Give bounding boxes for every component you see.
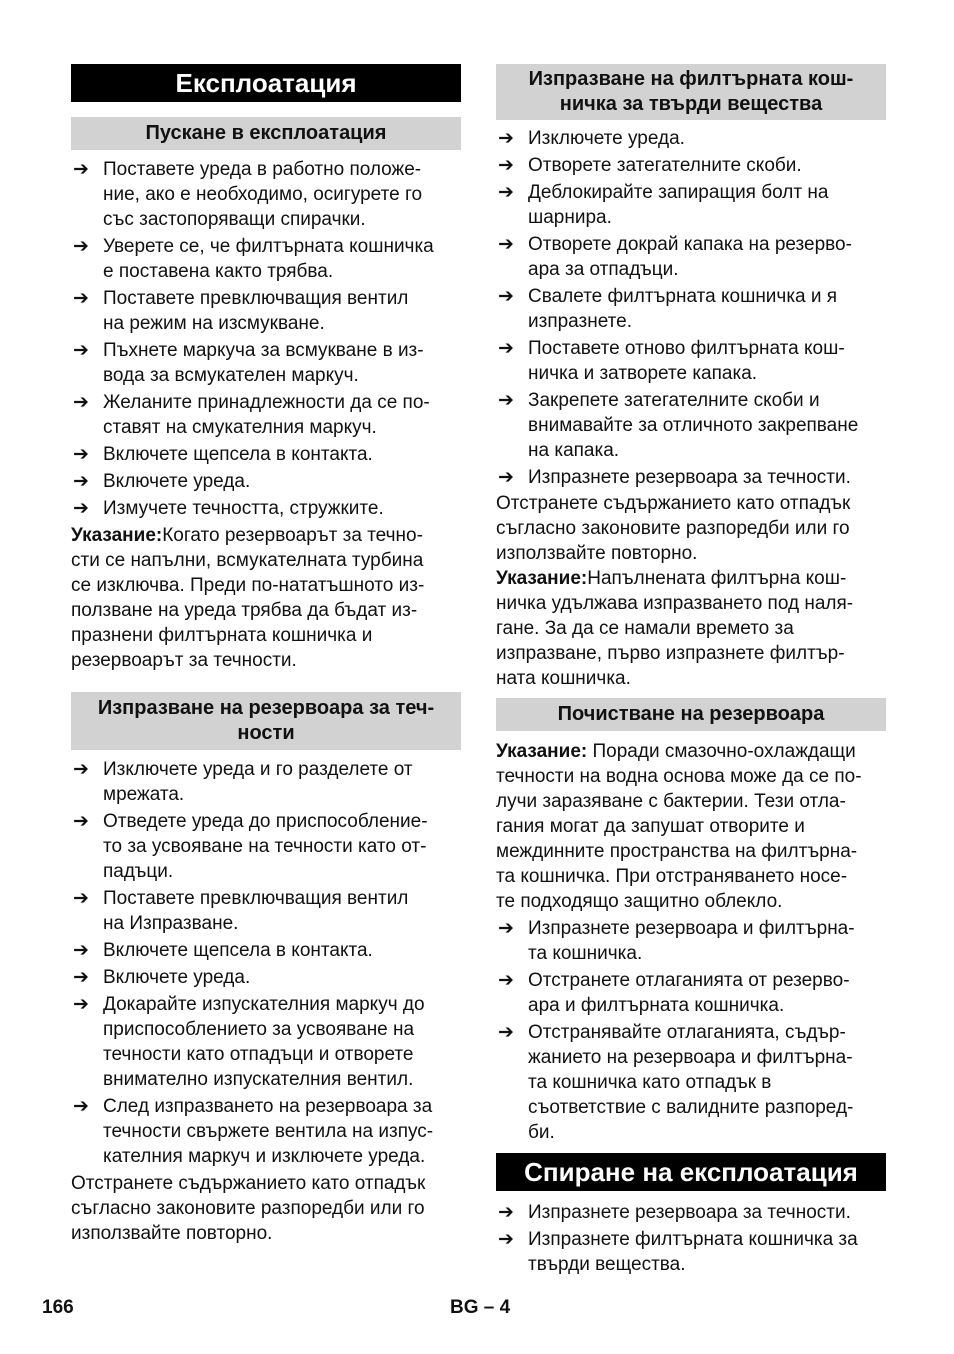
- arrow-right-icon: ➔: [73, 939, 89, 961]
- list-item-text: Закрепете затегателните скоби и внимавайте за отличното закрепване на капака.: [528, 390, 859, 461]
- filter-basket-closing: Отстранете съдържанието като отпадък съгласно законовите разпоредби или го използвайте повторно.: [496, 493, 851, 564]
- start-note: [71, 523, 461, 673]
- note-label: Указание:: [496, 568, 588, 589]
- arrow-right-icon: ➔: [73, 497, 89, 519]
- list-item-text: Уверете се, че филтърната кошничка е поставена както трябва.: [103, 236, 434, 282]
- arrow-right-icon: ➔: [498, 127, 514, 149]
- list-item: [496, 180, 886, 230]
- list-item-text: Отведете уреда до приспособление- то за усвояване на течности като от- падъци.: [103, 811, 428, 882]
- list-item: [496, 968, 886, 1018]
- list-item: [496, 284, 886, 334]
- arrow-right-icon: ➔: [73, 443, 89, 465]
- arrow-right-icon: ➔: [498, 917, 514, 939]
- language-page-indicator: BG – 4: [450, 1297, 511, 1318]
- list-item: [496, 1200, 886, 1225]
- arrow-right-icon: ➔: [73, 993, 89, 1015]
- right-column: [496, 64, 886, 1277]
- empty-tank-closing: Отстранете съдържанието като отпадък съгласно законовите разпоредби или го използвайте повторно.: [71, 1173, 426, 1244]
- note-text: Когато резервоарът за течно- сти се напълни, всмукателната турбина се изключва. Преди по-нататъшното из- ползване на уреда трябва да бъдат из- празнени филтърната кошничка и резервоарът за течности.: [71, 525, 425, 671]
- arrow-right-icon: ➔: [498, 1228, 514, 1250]
- list-item: [496, 1227, 886, 1277]
- list-item: [71, 338, 461, 388]
- list-item-text: Поставете превключващия вентил на режим на изсмукване.: [103, 288, 409, 334]
- arrow-right-icon: ➔: [498, 154, 514, 176]
- list-item-text: Отстранявайте отлаганията, съдър- жанието на резервоара и филтърна- та кошничка като отпадък в съответствие с валидните разпоред- би.: [528, 1022, 854, 1143]
- list-item-text: Изпразнете резервоара за течности.: [528, 467, 851, 488]
- list-item-text: Отворете затегателните скоби.: [528, 155, 802, 176]
- list-item: [496, 336, 886, 386]
- list-item: [496, 126, 886, 151]
- arrow-right-icon: ➔: [498, 233, 514, 255]
- left-column: [71, 64, 461, 1246]
- cleaning-note: [496, 739, 886, 914]
- list-item: [71, 965, 461, 990]
- list-item: [496, 153, 886, 178]
- arrow-right-icon: ➔: [498, 969, 514, 991]
- note-label: Указание:: [71, 525, 163, 546]
- list-item: [71, 157, 461, 232]
- filter-basket-steps-list: [496, 126, 886, 490]
- list-item-text: Свалете филтърната кошничка и я изпразнете.: [528, 286, 838, 332]
- empty-tank-steps-list: [71, 757, 461, 1169]
- note-text: Напълнената филтърна кош- ничка удължава изпразването под наля- гане. За да се намали времето за изпразване, първо изпразнете филтър- ната кошничка.: [496, 568, 854, 689]
- list-item-text: Изключете уреда.: [528, 128, 685, 149]
- arrow-right-icon: ➔: [73, 758, 89, 780]
- list-item-text: Отстранете отлаганията от резерво- ара и филтърната кошничка.: [528, 970, 850, 1016]
- list-item-text: Изключете уреда и го разделете от мрежата.: [103, 759, 413, 805]
- list-item: [71, 992, 461, 1092]
- arrow-right-icon: ➔: [73, 339, 89, 361]
- list-item-text: Поставете превключващия вентил на Изпразване.: [103, 888, 409, 934]
- list-item: [71, 442, 461, 467]
- list-item: [71, 469, 461, 494]
- arrow-right-icon: ➔: [498, 337, 514, 359]
- list-item-text: Пъхнете маркуча за всмукване в из- вода за всмукателен маркуч.: [103, 340, 424, 386]
- subsection-title-start: Пускане в експлоатация: [71, 117, 461, 150]
- list-item-text: След изпразването на резервоара за течности свържете вентила на изпус- кателния маркуч и изключете уреда.: [103, 1096, 434, 1167]
- list-item-text: Деблокирайте запиращия болт на шарнира.: [528, 182, 829, 228]
- arrow-right-icon: ➔: [73, 470, 89, 492]
- section-title-shutdown: Спиране на експлоатация: [496, 1153, 886, 1191]
- list-item: [71, 938, 461, 963]
- list-item-text: Изпразнете резервоара и филтърна- та кошничка.: [528, 918, 855, 964]
- subsection-title-filter-basket: Изпразване на филтърната кош- ничка за твърди вещества: [496, 64, 886, 120]
- list-item: [71, 757, 461, 807]
- list-item-text: Изпразнете филтърната кошничка за твърди вещества.: [528, 1229, 858, 1275]
- list-item: [71, 1094, 461, 1169]
- subsection-title-cleaning: Почистване на резервоара: [496, 698, 886, 731]
- list-item: [496, 465, 886, 490]
- arrow-right-icon: ➔: [73, 887, 89, 909]
- list-item: [71, 886, 461, 936]
- list-item-text: Включете уреда.: [103, 967, 251, 988]
- filter-basket-note: [496, 566, 886, 691]
- list-item: [496, 232, 886, 282]
- section-title-operation: Експлоатация: [71, 64, 461, 102]
- arrow-right-icon: ➔: [498, 466, 514, 488]
- list-item-text: Включете уреда.: [103, 471, 251, 492]
- start-steps-list: [71, 157, 461, 521]
- list-item-text: Включете щепсела в контакта.: [103, 444, 373, 465]
- note-label: Указание:: [496, 741, 588, 762]
- list-item-text: Отворете докрай капака на резерво- ара за отпадъци.: [528, 234, 852, 280]
- list-item-text: Включете щепсела в контакта.: [103, 940, 373, 961]
- list-item: [496, 1020, 886, 1145]
- list-item-text: Желаните принадлежности да се по- ставят на смукателния маркуч.: [103, 392, 430, 438]
- list-item: [71, 390, 461, 440]
- arrow-right-icon: ➔: [73, 158, 89, 180]
- list-item: [71, 286, 461, 336]
- arrow-right-icon: ➔: [498, 285, 514, 307]
- page-number: 166: [42, 1297, 74, 1318]
- note-text: Поради смазочно-охлаждащи течности на водна основа може да се по- лучи заразяване с бактерии. Тези отла- гания могат да запушат отворите и междинните пространства на филтърна- та кошничка. При отстраняването носе- те подходящо защитно облекло.: [496, 741, 862, 912]
- arrow-right-icon: ➔: [73, 287, 89, 309]
- list-item: [71, 496, 461, 521]
- arrow-right-icon: ➔: [73, 1095, 89, 1117]
- subsection-title-empty-tank: Изпразване на резервоара за теч- ности: [71, 692, 461, 750]
- list-item: [496, 388, 886, 463]
- arrow-right-icon: ➔: [73, 966, 89, 988]
- list-item-text: Докарайте изпускателния маркуч до приспособлението за усвояване на течности като отпадъци и отворете внимателно изпускателния вентил.: [103, 994, 425, 1090]
- arrow-right-icon: ➔: [498, 389, 514, 411]
- list-item: [496, 916, 886, 966]
- arrow-right-icon: ➔: [73, 810, 89, 832]
- list-item-text: Поставете отново филтърната кош- ничка и затворете капака.: [528, 338, 845, 384]
- shutdown-steps-list: [496, 1200, 886, 1277]
- list-item: [71, 809, 461, 884]
- list-item: [71, 234, 461, 284]
- arrow-right-icon: ➔: [73, 235, 89, 257]
- arrow-right-icon: ➔: [498, 1201, 514, 1223]
- cleaning-steps-list: [496, 916, 886, 1145]
- arrow-right-icon: ➔: [498, 1021, 514, 1043]
- arrow-right-icon: ➔: [498, 181, 514, 203]
- list-item-text: Поставете уреда в работно положе- ние, ако е необходимо, осигурете го със застопоряващи спирачки.: [103, 159, 423, 230]
- list-item-text: Измучете течността, стружките.: [103, 498, 384, 519]
- arrow-right-icon: ➔: [73, 391, 89, 413]
- list-item-text: Изпразнете резервоара за течности.: [528, 1202, 851, 1223]
